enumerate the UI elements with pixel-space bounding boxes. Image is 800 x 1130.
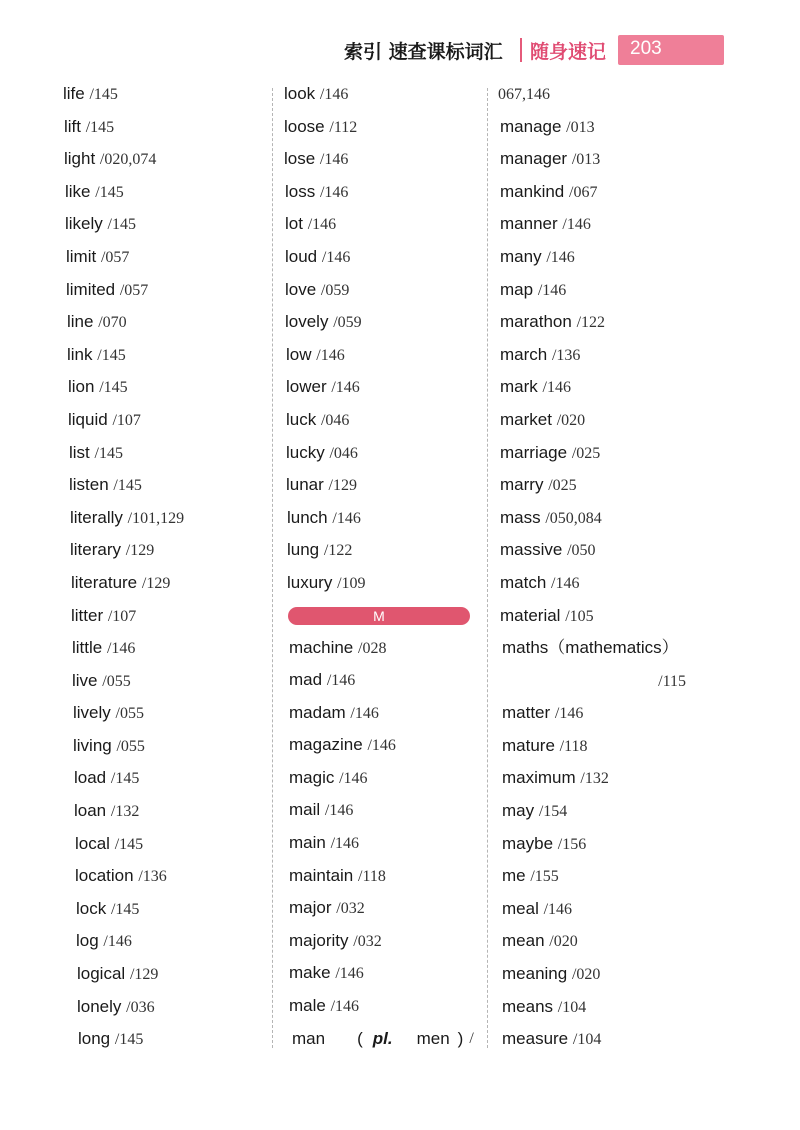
entry-ref: /136 [551,346,581,364]
index-entry [284,111,474,144]
entry-word: luck [286,409,317,429]
entry-paren-open: ( [357,1028,363,1048]
entry-ref: /146 [339,769,368,787]
entry-word: live [72,670,98,690]
entry-ref: /145 [94,444,123,462]
entry-word: mark [500,377,538,397]
entry-word: literary [70,540,122,560]
entry-ref: /032 [353,932,382,950]
index-column-3 [498,78,718,1056]
index-entry [498,274,718,307]
entry-word: massive [500,540,563,560]
entry-word: mean [502,931,545,951]
entry-ref: /020 [571,966,601,984]
entry-word: line [67,312,94,332]
entry-word: lovely [285,312,329,332]
entry-ref: /025 [548,477,577,495]
entry-word: market [500,409,552,429]
entry-ref: /118 [358,867,386,885]
index-entry [498,469,718,502]
entry-ref: /146 [332,509,361,527]
index-entry [63,404,263,437]
entry-word: lung [287,540,320,560]
entry-ref: /129 [141,574,171,592]
entry-ref: /146 [546,248,575,266]
entry-word: loose [284,116,325,136]
index-entry-maths [498,632,718,665]
index-entry [63,111,263,144]
entry-ref: /013 [566,118,595,136]
index-entry [63,339,263,372]
entry-word: living [73,735,112,755]
index-entry [63,78,263,111]
entry-ref: /025 [571,444,601,462]
index-entry [284,664,474,697]
index-entry [498,795,718,828]
index-entry [284,990,474,1023]
entry-word: like [65,181,91,201]
entry-word: lively [73,703,111,723]
index-entry [284,925,474,958]
entry-ref: /112 [329,118,358,136]
entry-ref: /145 [89,86,118,103]
entry-word: marry [500,475,544,495]
index-entry [63,143,263,176]
entry-word: means [502,996,554,1016]
index-entry [284,469,474,502]
entry-ref: /129 [125,542,155,560]
entry-word: map [500,279,534,299]
entry-ref: /146 [350,704,379,722]
index-entry [498,306,718,339]
index-entry [63,208,263,241]
entry-word: lift [64,116,81,136]
entry-ref: /146 [331,379,360,397]
entry-ref: /050 [567,542,596,560]
entry-ref: /146 [542,379,571,397]
entry-word: machine [289,637,354,657]
entry-word: loss [285,181,316,201]
index-entry [284,502,474,535]
index-entry [498,437,718,470]
entry-ref: /146 [335,965,364,983]
index-entry [63,795,263,828]
entry-word: maximum [502,768,576,788]
entry-word: meal [502,898,539,918]
entry-ref: /146 [319,86,349,103]
header-title: 索引 速查课标词汇 [344,41,503,63]
entry-word: make [289,963,331,983]
index-entry [63,502,263,535]
index-entry [63,176,263,209]
index-entry [63,534,263,567]
entry-ref: /013 [571,151,601,169]
entry-ref: /146 [307,216,337,234]
entry-ref: /036 [126,998,155,1016]
entry-ref: /115 [658,672,686,690]
index-entry [63,306,263,339]
entry-word: link [67,344,93,364]
entry-word: litter [71,605,104,625]
index-entry [498,730,718,763]
entry-ref: /146 [330,998,360,1016]
index-entry [284,762,474,795]
index-entry [284,437,474,470]
entry-ref: /055 [102,672,131,690]
entry-ref: /145 [85,118,115,136]
entry-ref: /132 [580,770,609,788]
entry-word: list [69,442,90,462]
index-entry [498,958,718,991]
entry-word: low [286,344,312,364]
entry-word: lock [76,898,107,918]
entry-word: mankind [500,181,565,201]
entry-word: maths（mathematics） [502,638,679,658]
entry-word: material [500,605,561,625]
index-entry [284,339,474,372]
index-entry [498,143,718,176]
entry-word: manage [500,116,562,136]
entry-ref: /055 [115,705,144,723]
index-entry [284,208,474,241]
index-entry [63,958,263,991]
index-entry [498,828,718,861]
entry-ref: /145 [110,770,140,788]
entry-word: many [500,246,542,266]
index-entry [284,697,474,730]
entry-ref: /070 [98,314,127,332]
entry-word: likely [65,214,103,234]
entry-plural: men [416,1028,450,1048]
entry-ref: /107 [112,411,141,429]
index-entry [284,143,474,176]
entry-word: love [285,279,317,299]
entry-ref: /118 [559,737,588,755]
entry-ref: /107 [107,607,137,625]
entry-pl: pl. [372,1028,393,1048]
entry-ref: /104 [572,1031,602,1049]
index-entry [284,176,474,209]
entry-word: mass [500,507,541,527]
entry-word: limited [66,279,116,299]
index-entry [63,241,263,274]
entry-ref: /145 [110,900,140,918]
entry-ref: /101,129 [127,509,185,527]
entry-ref: /146 [551,574,580,592]
entry-word: literature [71,572,138,592]
entry-ref: /146 [319,151,349,169]
index-entry [284,632,474,665]
entry-ref: /145 [95,183,124,201]
entry-ref: /145 [107,216,136,234]
index-entry [63,665,263,698]
entry-ref: 067,146 [498,86,550,103]
entry-ref: /145 [114,1031,144,1049]
entry-word: manner [500,214,558,234]
index-entry [498,371,718,404]
index-entry [63,925,263,958]
index-entry [63,991,263,1024]
index-entry [498,600,718,633]
index-entry [498,991,718,1024]
index-entry [498,567,718,600]
index-entry [284,306,474,339]
index-entry [284,567,474,600]
index-entry [498,111,718,144]
entry-word: location [75,866,134,886]
entry-ref: /109 [337,574,366,592]
entry-word: lower [286,377,327,397]
index-entry [284,404,474,437]
entry-word: local [75,833,110,853]
index-entry [284,534,474,567]
entry-ref: /046 [320,411,350,429]
entry-word: marathon [500,312,572,332]
entry-word: look [284,84,316,103]
index-column-1 [63,78,263,1056]
index-entry [498,241,718,274]
entry-ref: /129 [129,966,159,984]
index-entry [498,762,718,795]
entry-word: lose [284,149,316,169]
letter-divider-m: M [288,607,470,625]
index-entry [498,502,718,535]
entry-word: long [78,1029,111,1049]
index-entry [498,697,718,730]
entry-word: main [289,833,326,853]
entry-ref: /146 [537,281,567,299]
index-entry [284,860,474,893]
index-entry [498,534,718,567]
entry-ref: /145 [97,346,126,364]
entry-ref: /145 [114,835,144,853]
entry-word: manager [500,149,568,169]
index-entry [284,78,474,111]
index-entry [498,404,718,437]
entry-ref: /020 [549,933,578,951]
entry-word: maintain [289,865,354,885]
index-entry [284,892,474,925]
entry-word: lunch [287,507,328,527]
entry-ref: /057 [100,248,130,266]
entry-word: match [500,572,547,592]
index-entry [63,697,263,730]
page-number: 203 [630,38,662,59]
index-entry [63,632,263,665]
index-entry-man [284,1023,474,1056]
index-entry [284,794,474,827]
entry-word: lunar [286,475,324,495]
index-entry [284,371,474,404]
index-entry [63,730,263,763]
header-divider [520,38,522,62]
index-entry [498,339,718,372]
index-entry [498,893,718,926]
entry-word: male [289,996,326,1016]
index-entry [63,371,263,404]
entry-word: limit [66,246,97,266]
entry-word: magazine [289,735,363,755]
entry-ref: /105 [565,607,594,625]
entry-word: matter [502,703,551,723]
index-entry [63,893,263,926]
index-entry [498,208,718,241]
entry-word: magic [289,767,335,787]
entry-word: listen [69,475,109,495]
entry-word: luxury [287,572,333,592]
entry-ref: /146 [543,900,573,918]
entry-word: maybe [502,833,554,853]
index-entry [498,925,718,958]
entry-ref: /146 [316,346,345,364]
entry-ref: /059 [320,281,350,299]
index-entry [63,762,263,795]
entry-word: lonely [77,996,122,1016]
entry-ref: /020,074 [99,151,157,169]
index-entry [63,600,263,633]
entry-word: me [502,866,526,886]
index-entry [498,860,718,893]
entry-word: literally [70,507,123,527]
column-divider-1 [272,88,273,1048]
index-entry [284,957,474,990]
entry-ref: /132 [110,803,140,821]
index-entry [284,274,474,307]
index-entry [63,469,263,502]
entry-word: light [64,149,96,169]
entry-ref: /146 [321,248,351,266]
index-entry-continued [498,78,718,111]
index-entry [63,828,263,861]
entry-word: majority [289,930,349,950]
entry-word: measure [502,1029,569,1049]
entry-ref: /020 [556,411,586,429]
index-entry [498,176,718,209]
entry-ref: /059 [333,314,362,332]
entry-ref: /155 [530,868,559,886]
entry-word: little [72,638,103,658]
entry-word: mature [502,735,555,755]
entry-word: lion [68,377,95,397]
entry-ref: /050,084 [545,509,602,527]
entry-word: log [76,931,99,951]
entry-word: life [63,84,85,103]
index-entry [284,827,474,860]
entry-word: major [289,898,332,918]
index-entry [63,437,263,470]
entry-word: madam [289,702,346,722]
entry-ref: /146 [330,835,360,853]
entry-word: mail [289,800,321,820]
entry-ref: /104 [557,998,587,1016]
entry-word: march [500,344,548,364]
entry-ref: /146 [554,705,584,723]
entry-ref: /032 [336,900,365,918]
index-entry [63,567,263,600]
index-entry-maths-ref [498,665,718,698]
header-series: 随身速记 [530,41,607,63]
entry-ref: /055 [116,737,145,755]
entry-ref: /154 [538,803,568,821]
entry-word: lot [285,214,303,234]
entry-ref: /146 [103,933,132,951]
entry-word: liquid [68,409,108,429]
entry-ref: /146 [326,672,356,690]
entry-word: man [292,1028,326,1048]
entry-ref: /146 [319,183,349,201]
entry-ref: /145 [99,379,128,397]
entry-ref: /122 [323,542,353,560]
column-divider-2 [487,88,488,1048]
entry-ref: /146 [324,802,354,820]
entry-paren-close: ) [457,1028,464,1048]
entry-ref: /046 [329,444,358,462]
entry-ref: /146 [562,216,591,234]
entry-ref: /136 [138,868,167,886]
entry-ref: /028 [358,639,387,657]
index-entry [63,1023,263,1056]
index-entry [498,1023,718,1056]
index-entry [63,274,263,307]
index-entry [284,729,474,762]
entry-ref: /146 [367,737,396,755]
entry-word: load [74,768,107,788]
entry-word: loan [74,801,107,821]
page-header [0,0,800,80]
entry-ref: /156 [557,835,587,853]
index-entry [284,241,474,274]
entry-word: may [502,801,535,821]
entry-word: meaning [502,964,568,984]
entry-word: marriage [500,442,568,462]
index-entry [63,860,263,893]
entry-ref: /145 [113,477,142,495]
entry-ref: /146 [106,640,136,658]
entry-word: mad [289,670,323,690]
entry-ref: /057 [119,281,149,299]
entry-ref: /129 [328,477,357,495]
entry-ref: /067 [569,183,598,201]
entry-slash: / [469,1029,474,1047]
entry-word: lucky [286,442,325,462]
entry-word: logical [77,964,126,984]
entry-word: loud [285,246,318,266]
index-column-2 [284,78,474,1055]
entry-ref: /122 [576,314,606,332]
